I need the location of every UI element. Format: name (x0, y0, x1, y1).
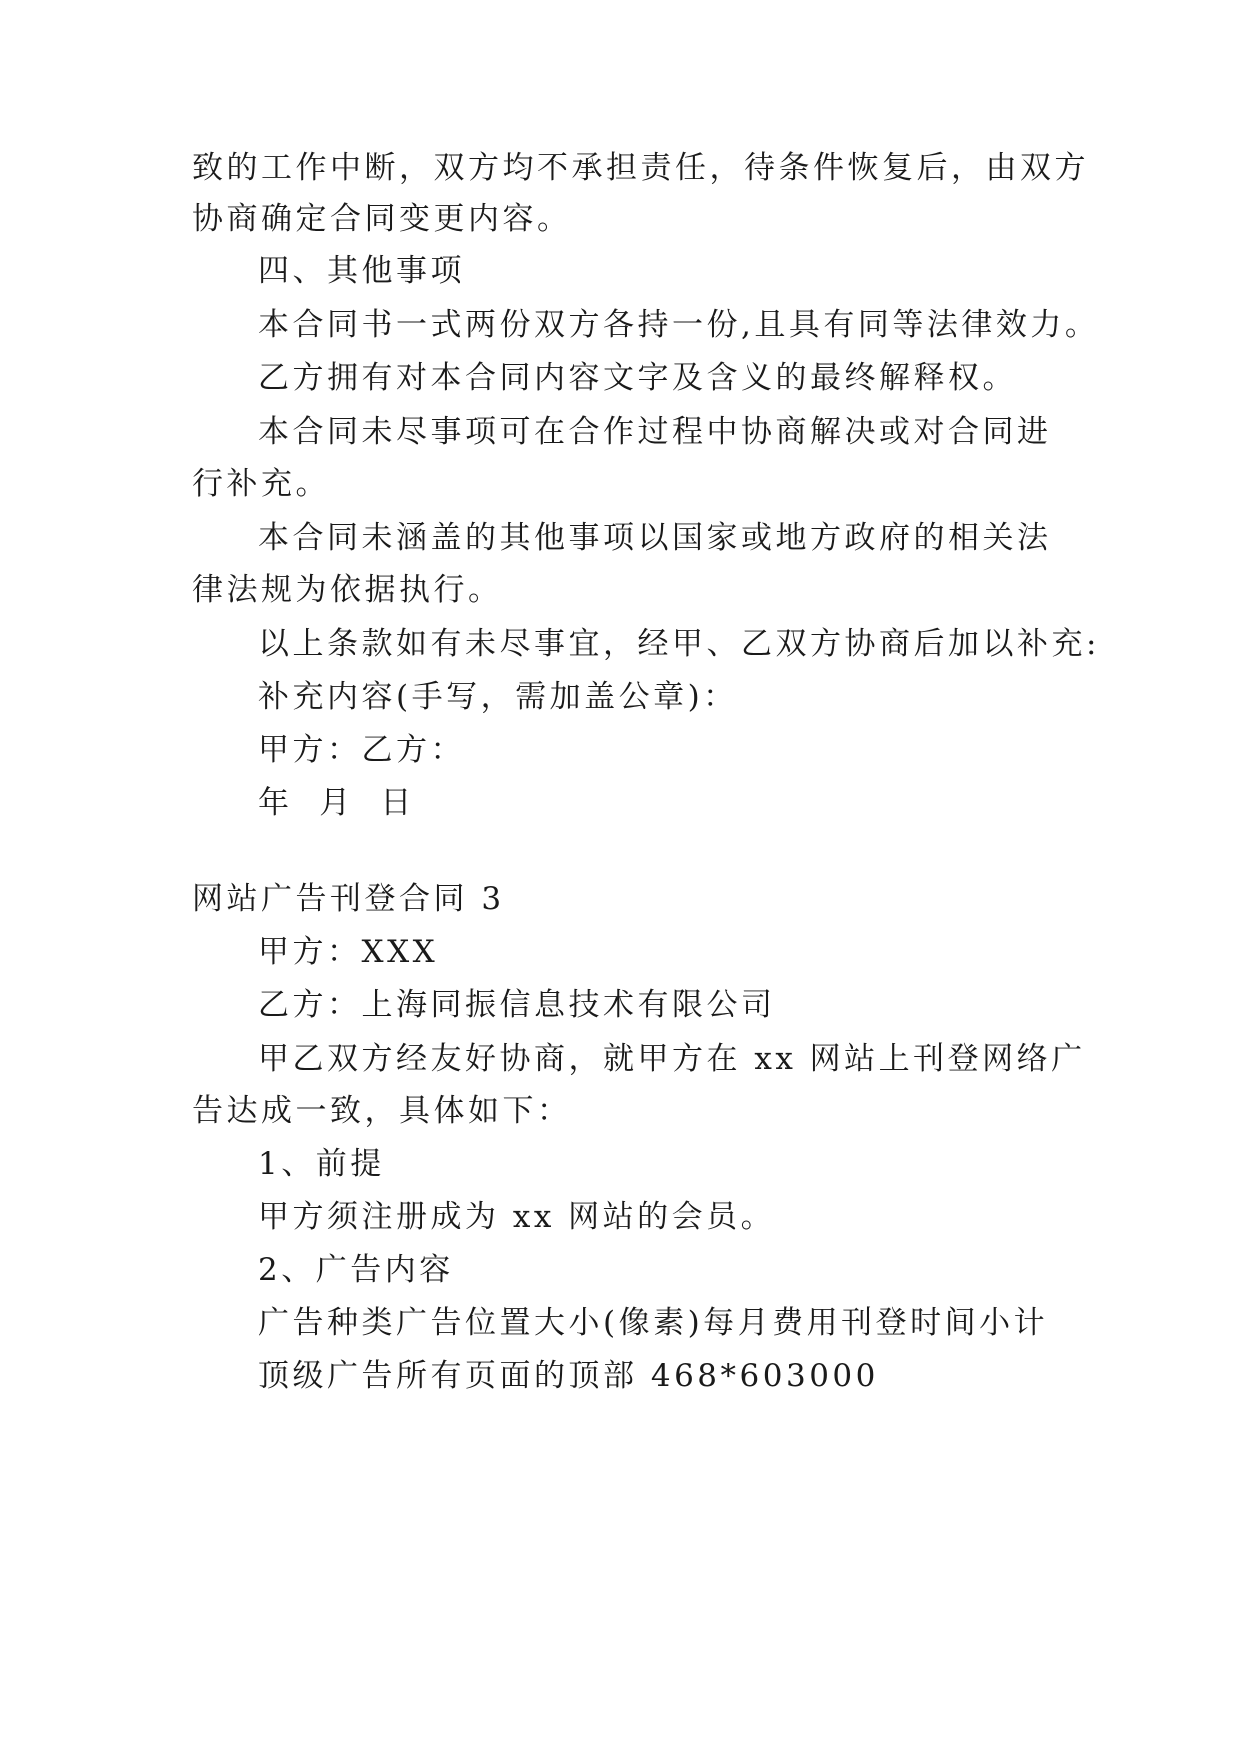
paragraph-line: 协商确定合同变更内容。 (192, 201, 572, 237)
paragraph-line: 致的工作中断，双方均不承担责任，待条件恢复后，由双方 (192, 150, 1089, 186)
section-heading-ad-content: 2、广告内容 (258, 1252, 454, 1288)
paragraph-line: 本合同未尽事项可在合作过程中协商解决或对合同进 (258, 414, 1052, 450)
paragraph-line: 告达成一致，具体如下： (192, 1093, 572, 1129)
paragraph-line: 行补充。 (192, 466, 330, 502)
party-b-line: 乙方：上海同振信息技术有限公司 (258, 987, 776, 1023)
paragraph-line: 本合同未涵盖的其他事项以国家或地方政府的相关法 (258, 520, 1052, 556)
section-heading-other-matters: 四、其他事项 (258, 253, 465, 289)
paragraph-line: 律法规为依据执行。 (192, 572, 503, 608)
paragraph-line: 以上条款如有未尽事宜，经甲、乙双方协商后加以补充: (258, 626, 1100, 662)
ad-table-header-line: 广告种类广告位置大小(像素)每月费用刊登时间小计 (258, 1305, 1049, 1341)
paragraph-line: 甲乙双方经友好协商，就甲方在 xx 网站上刊登网络广 (258, 1041, 1086, 1077)
paragraph-line: 乙方拥有对本合同内容文字及含义的最终解释权。 (258, 360, 1017, 396)
ad-table-row-line: 顶级广告所有页面的顶部 468*603000 (258, 1358, 879, 1394)
paragraph-line: 补充内容(手写，需加盖公章)： (258, 679, 738, 715)
section-heading-premise: 1、前提 (258, 1146, 385, 1182)
contract-title: 网站广告刊登合同 3 (192, 881, 505, 917)
signature-parties-line: 甲方：乙方： (258, 732, 465, 768)
party-a-line: 甲方：XXX (258, 934, 439, 970)
paragraph-line: 本合同书一式两份双方各持一份,且具有同等法律效力。 (258, 307, 1100, 343)
paragraph-line: 甲方须注册成为 xx 网站的会员。 (258, 1199, 776, 1235)
date-line: 年 月 日 (258, 785, 415, 821)
